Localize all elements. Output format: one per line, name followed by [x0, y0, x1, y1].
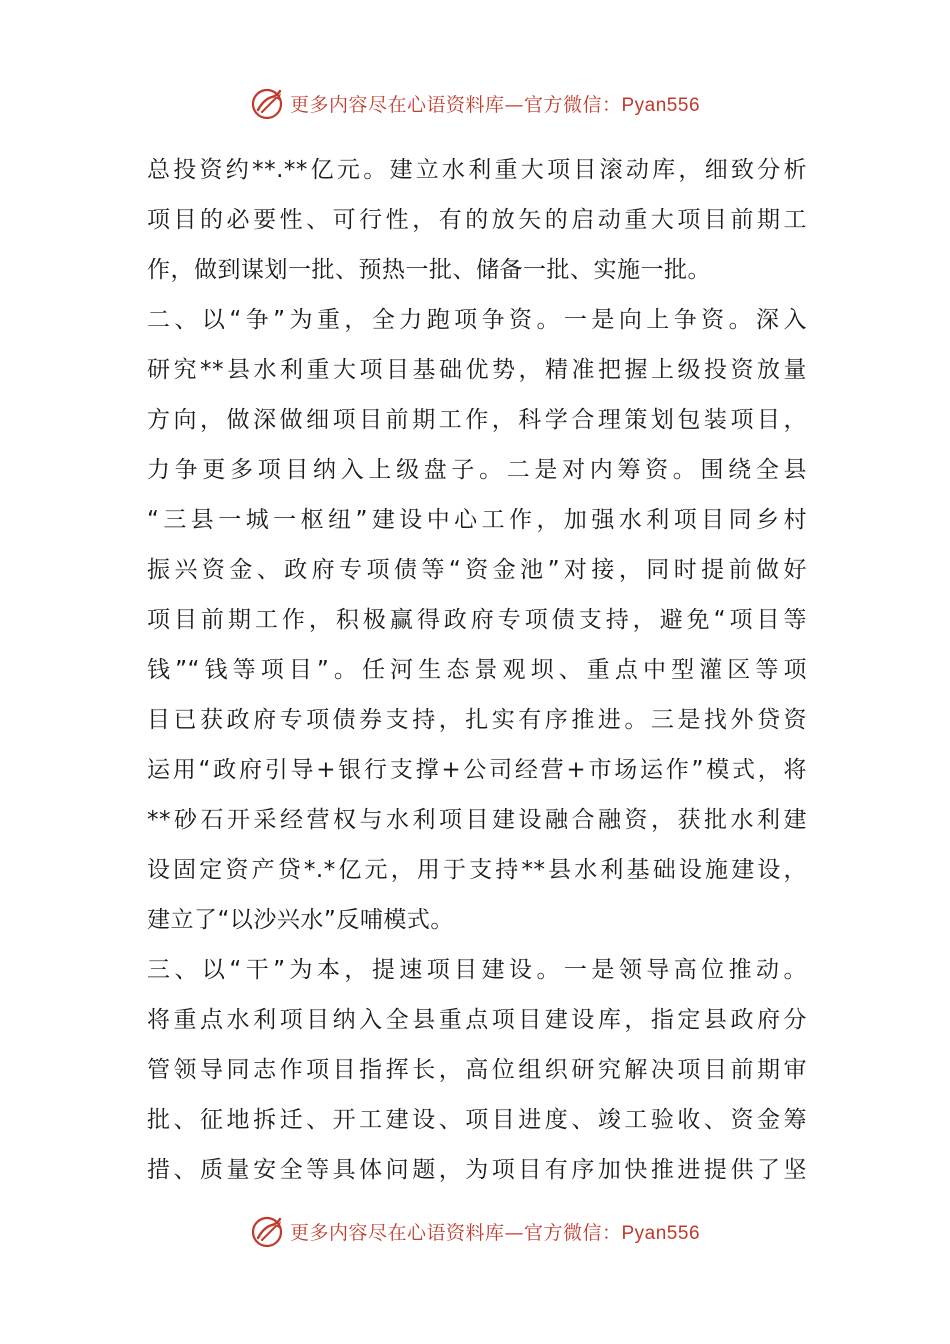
text-line: 三、以“干”为本，提速项目建设。一是领导高位推动。 — [147, 957, 807, 983]
document-body — [147, 145, 807, 1195]
watermark-site: 更多内容尽在心语资料库 — [289, 93, 505, 116]
text-line: 将重点水利项目纳入全县重点项目建设库，指定县政府分 — [147, 1007, 807, 1033]
watermark-text — [290, 1218, 700, 1245]
watermark-separator: — — [504, 1221, 524, 1244]
watermark-separator: — — [504, 93, 524, 116]
text-line: 研究**县水利重大项目基础优势，精准把握上级投资放量 — [147, 357, 807, 383]
text-line: “三县一城一枢纽”建设中心工作，加强水利项目同乡村 — [147, 507, 807, 533]
text-line: 力争更多项目纳入上级盘子。二是对内筹资。围绕全县 — [147, 457, 807, 483]
footer-watermark — [0, 1211, 950, 1251]
header-watermark — [0, 83, 950, 123]
text-line: 钱”“钱等项目”。任河生态景观坝、重点中型灌区等项 — [147, 657, 807, 683]
text-line: **砂石开采经营权与水利项目建设融合融资，获批水利建 — [147, 807, 807, 833]
text-line: 项目前期工作，积极赢得政府专项债支持，避免“项目等 — [147, 607, 807, 633]
text-line: 项目的必要性、可行性，有的放矢的启动重大项目前期工 — [147, 207, 807, 233]
watermark-official: 官方微信： — [523, 1221, 622, 1244]
text-line: 措、质量安全等具体问题，为项目有序加快推进提供了坚 — [147, 1157, 807, 1183]
text-line: 总投资约**.**亿元。建立水利重大项目滚动库，细致分析 — [147, 157, 807, 183]
watermark-wechat-id: Pyan556 — [621, 1222, 701, 1244]
text-line: 运用“政府引导+银行支撑+公司经营+市场运作”模式，将 — [147, 757, 807, 783]
watermark-wechat-id: Pyan556 — [621, 94, 701, 116]
watermark-site: 更多内容尽在心语资料库 — [289, 1221, 505, 1244]
text-line: 二、以“争”为重，全力跑项争资。一是向上争资。深入 — [147, 307, 807, 333]
text-line: 作，做到谋划一批、预热一批、储备一批、实施一批。 — [147, 257, 711, 283]
text-line: 设固定资产贷*.*亿元，用于支持**县水利基础设施建设， — [147, 857, 807, 883]
text-line: 管领导同志作项目指挥长，高位组织研究解决项目前期审 — [147, 1057, 807, 1083]
text-line: 批、征地拆迁、开工建设、项目进度、竣工验收、资金筹 — [147, 1107, 807, 1133]
text-line: 建立了“以沙兴水”反哺模式。 — [147, 907, 454, 933]
text-line: 目已获政府专项债券支持，扎实有序推进。三是找外贷资 — [147, 707, 807, 733]
watermark-text — [290, 90, 700, 117]
pen-logo-icon — [250, 1213, 286, 1249]
watermark-official: 官方微信： — [523, 93, 622, 116]
pen-logo-icon — [250, 85, 286, 121]
text-line: 方向，做深做细项目前期工作，科学合理策划包装项目， — [147, 407, 807, 433]
text-line: 振兴资金、政府专项债等“资金池”对接，同时提前做好 — [147, 557, 807, 583]
